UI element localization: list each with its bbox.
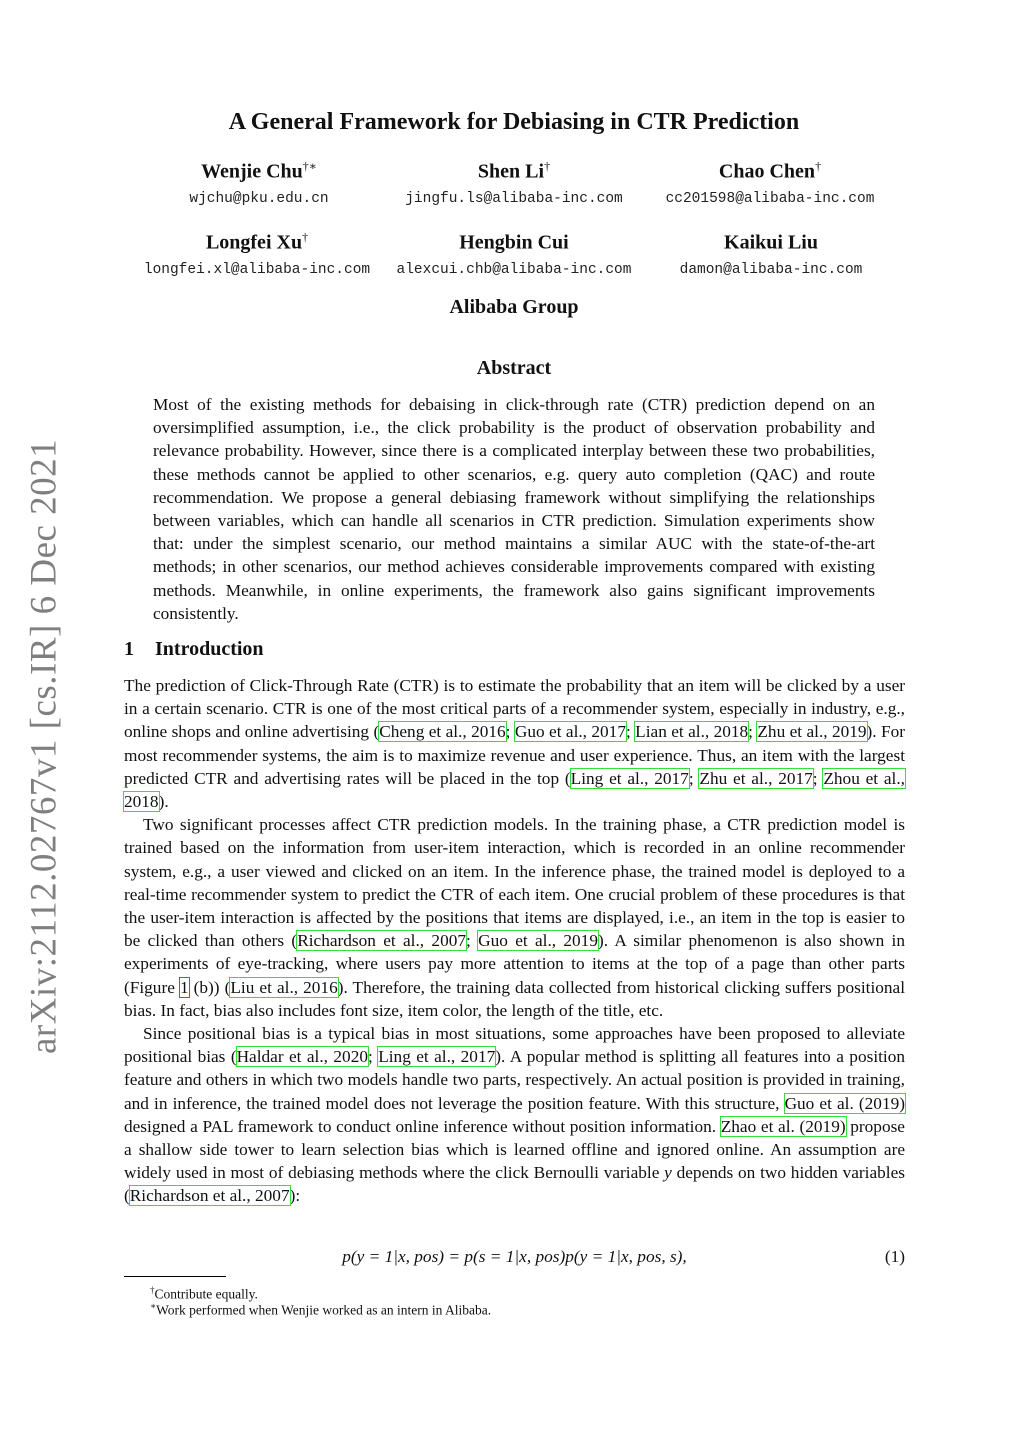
affiliation: Alibaba Group — [449, 296, 579, 318]
citation-link[interactable]: Haldar et al., 2020 — [236, 1047, 368, 1067]
citation-link[interactable]: Richardson et al., 2007 — [129, 1186, 290, 1206]
author-email: damon@alibaba-inc.com — [679, 261, 863, 278]
section-number: 1 — [124, 638, 134, 660]
author-name: Shen Li† — [477, 159, 551, 183]
section-heading — [124, 638, 264, 661]
author-name: Chao Chen† — [718, 159, 822, 183]
footnote: †Contribute equally. — [150, 1285, 258, 1302]
author-mark: † — [815, 159, 822, 173]
footnote: ∗Work performed when Wenjie worked as an intern in Alibaba. — [150, 1301, 492, 1318]
section-body — [124, 674, 905, 1208]
citation-link[interactable]: Richardson et al., 2007 — [297, 931, 466, 951]
section-title: Introduction — [155, 638, 264, 660]
author-name: Longfei Xu† — [205, 230, 309, 254]
footnote-mark: ∗ — [150, 1301, 157, 1311]
author-block — [374, 154, 654, 207]
citation-link[interactable]: Zhou et al., 2018 — [124, 768, 906, 812]
author-email: jingfu.ls@alibaba-inc.com — [405, 190, 623, 207]
paragraph: Two significant processes affect CTR prediction models. In the training phase, a CTR prediction model is trained based on the information from user-item interaction, which is recorded in an online recommender system, e.g., a user viewed and clicked on an item. In the inference phase, the trained model is deployed to a real-time recommender system to predict the CTR of each item. One crucial problem of these procedures is that the user-item interaction is affected by the positions that items are displayed, i.e., an item in the top is easier to be clicked than others (Richardson et al., 2007; Guo et al., 2019). A similar phenomenon is also shown in experiments of eye-tracking, where users pay more attention to items at the top of a page than other parts (Figure 1 (b)) (Liu et al., 2016). Therefore, the training data collected from historical clicking suffers positional bias. In fact, bias also includes font size, item color, the length of the title, etc. — [124, 815, 905, 1020]
author-mark: † — [302, 230, 309, 244]
equation — [124, 1247, 905, 1271]
author-name: Hengbin Cui — [459, 231, 569, 254]
citation-link[interactable]: Cheng et al., 2016 — [379, 722, 506, 742]
author-name: Wenjie Chu†∗ — [201, 159, 317, 183]
abstract-heading: Abstract — [476, 357, 552, 379]
author-email: wjchu@pku.edu.cn — [189, 190, 329, 207]
author-block — [374, 225, 654, 278]
citation-link[interactable]: Zhao et al. (2019) — [720, 1116, 846, 1136]
citation-link[interactable]: Zhu et al., 2019 — [757, 722, 867, 742]
footnote-mark: † — [150, 1285, 155, 1295]
arxiv-identifier[interactable]: arXiv:2112.02767v1 [cs.IR] 6 Dec 2021 — [23, 438, 65, 1054]
citation-link[interactable]: Guo et al. (2019) — [784, 1093, 905, 1113]
author-email: longfei.xl@alibaba-inc.com — [143, 261, 371, 278]
citation-link[interactable]: Liu et al., 2016 — [230, 977, 338, 997]
citation-link[interactable]: Guo et al., 2019 — [478, 931, 598, 951]
citation-link[interactable]: Zhu et al., 2017 — [699, 768, 813, 788]
paragraph: The prediction of Click-Through Rate (CTR) is to estimate the probability that an item will be clicked by a user in a certain scenario. CTR is one of the most critical parts of a recommender system, especially in industry, e.g., online shops and online advertising (Cheng et al., 2016; Guo et al., 2017; Lian et al., 2018; Zhu et al., 2019). For most recommender systems, the aim is to maximize revenue and user experience. Thus, an item with the largest predicted CTR and advertising rates will be placed in the top (Ling et al., 2017; Zhu et al., 2017; Zhou et al., 2018). — [124, 676, 906, 812]
equation-expression: p(y = 1|x, pos) = p(s = 1|x, pos)p(y = 1|x, pos, s), — [342, 1247, 687, 1266]
author-email: cc201598@alibaba-inc.com — [665, 190, 875, 207]
abstract-text: Most of the existing methods for debaising in click-through rate (CTR) prediction depend on an oversimplified assumption, i.e., the click probability is the product of observation probability and relevance probability. However, since there is a complicated interplay between these two probabilities, these methods cannot be applied to other scenarios, e.g. query auto completion (QAC) and route recommendation. We propose a general debiasing framework without simplifying the relationships between variables, which can handle all scenarios in CTR prediction. Simulation experiments show that: under the simplest scenario, our method maintains a similar AUC with the state-of-the-art methods; in other scenarios, our method achieves considerable improvements compared with existing methods. Meanwhile, in online experiments, the framework also gains significant improvements consistently. — [153, 395, 875, 623]
citation-link[interactable]: Lian et al., 2018 — [635, 722, 749, 742]
figure-ref-link[interactable]: 1 — [179, 977, 189, 997]
paper-title: A General Framework for Debiasing in CTR Prediction — [228, 109, 800, 135]
author-email: alexcui.chb@alibaba-inc.com — [396, 261, 632, 278]
author-block — [630, 154, 910, 207]
author-mark: † — [544, 159, 551, 173]
author-mark: †∗ — [302, 159, 317, 173]
author-name: Kaikui Liu — [724, 231, 818, 254]
equation-number: (1) — [884, 1247, 905, 1266]
author-block — [631, 225, 911, 278]
citation-link[interactable]: Guo et al., 2017 — [514, 722, 626, 742]
citation-link[interactable]: Ling et al., 2017 — [378, 1047, 496, 1067]
author-block — [117, 225, 397, 278]
citation-link[interactable]: Ling et al., 2017 — [570, 768, 689, 788]
footnote-divider — [124, 1276, 226, 1277]
math-variable: y — [664, 1163, 672, 1183]
paragraph: Since positional bias is a typical bias in most situations, some approaches have been proposed to alleviate positional bias (Haldar et al., 2020; Ling et al., 2017). A popular method is splitting all features into a position feature and others in which two models handle two parts, respectively. An actual position is provided in training, and in inference, the trained model does not leverage the position feature. With this structure, Guo et al. (2019) designed a PAL framework to conduct online inference without position information. Zhao et al. (2019) propose a shallow side tower to learn selection bias which is learned offline and ignored online. An assumption are widely used in most of debiasing methods where the click Bernoulli variable y depends on two hidden variables (Richardson et al., 2007): — [124, 1024, 905, 1206]
author-block — [119, 154, 399, 207]
